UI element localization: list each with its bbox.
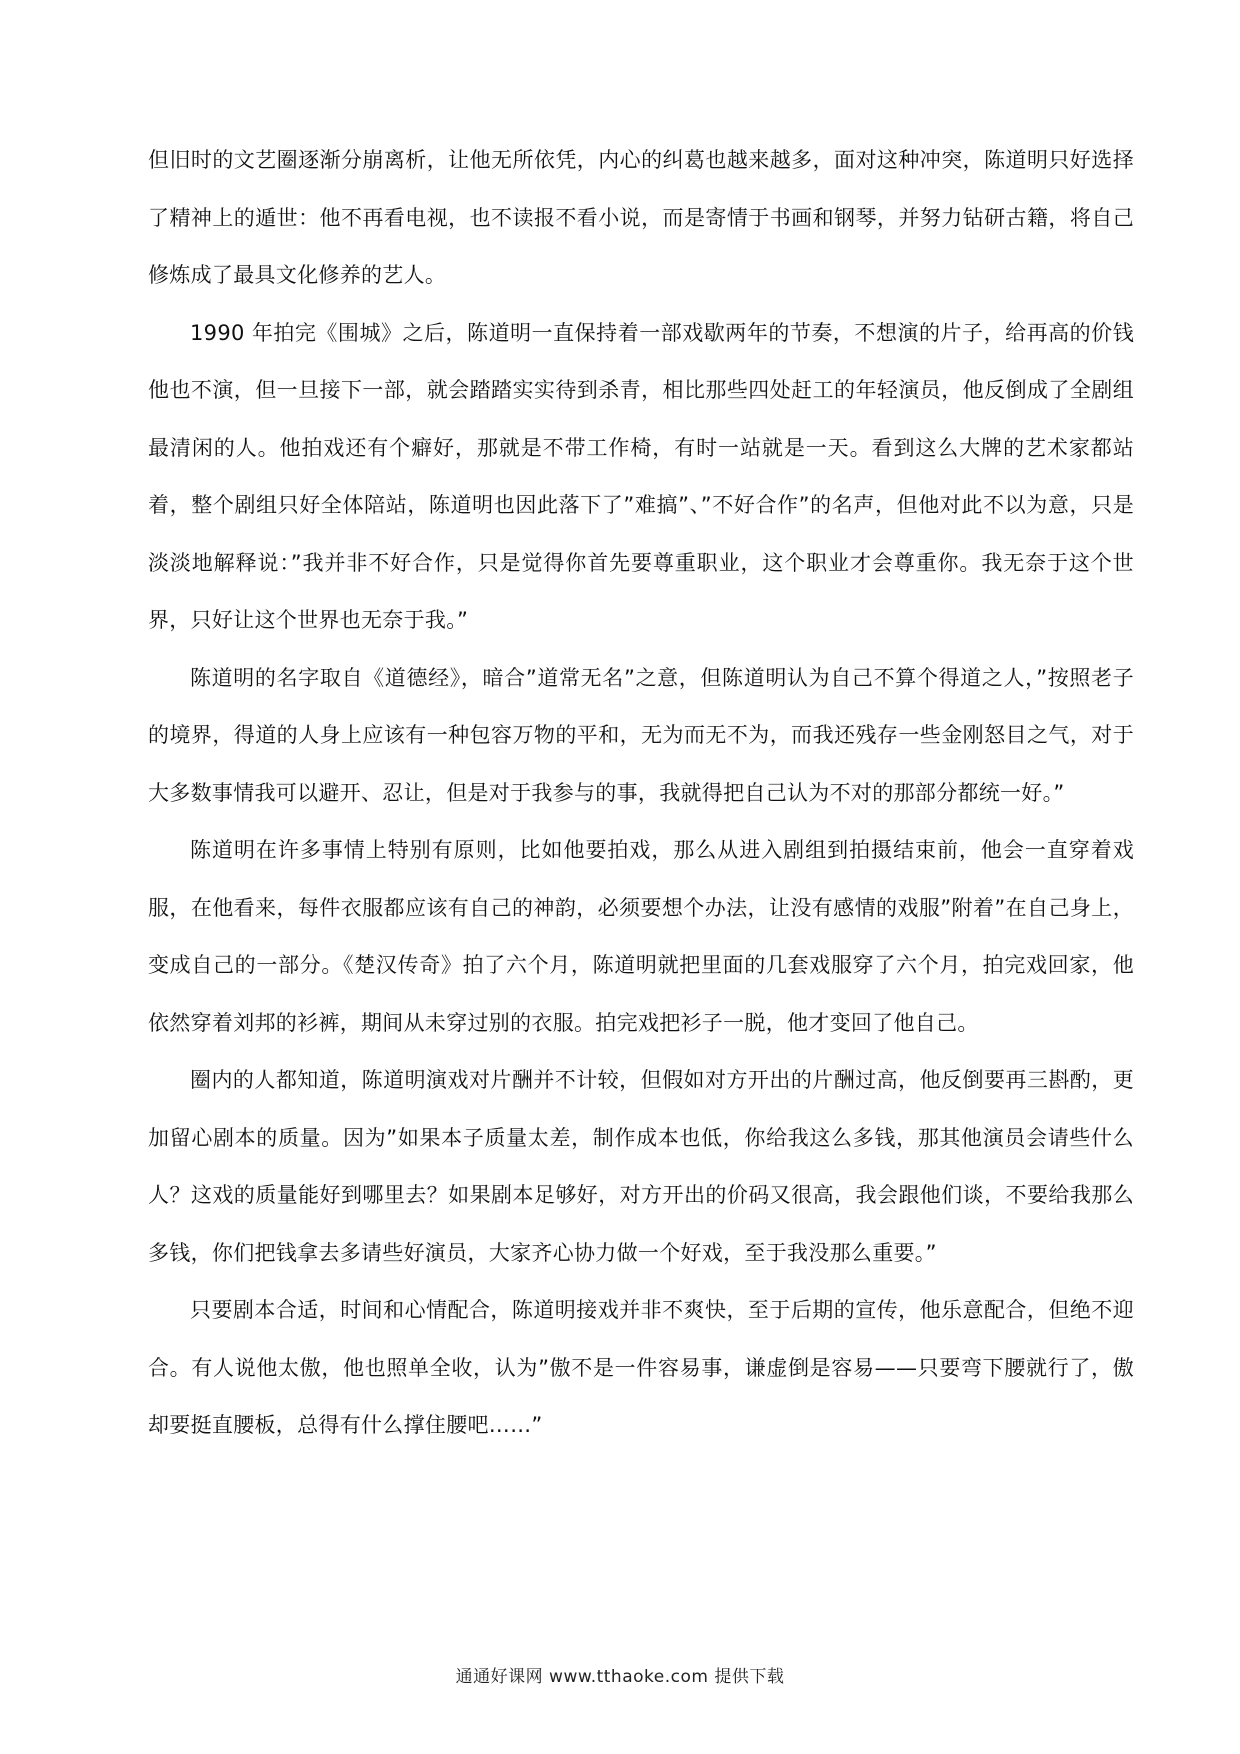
page-footer: 通通好课网 www.tthaoke.com 提供下载 [455,1667,785,1687]
paragraph-principles: 陈道明在许多事情上特别有原则，比如他要拍戏，那么从进入剧组到拍摄结束前，他会一直穿着戏服，在他看来，每件衣服都应该有自己的神韵，必须要想个办法，让没有感情的戏服”附着”在自己身上，变成自己的一部分。《楚汉传奇》拍了六个月，陈道明就把里面的几套戏服穿了六个月，拍完戏回家，他依然穿着刘邦的衫裤，期间从未穿过别的衣服。拍完戏把衫子一脱，他才变回了他自己。 [148,838,1134,1035]
paragraph-1990: 1990 年拍完《围城》之后，陈道明一直保持着一部戏歇两年的节奏，不想演的片子，给再高的价钱他也不演，但一旦接下一部，就会踏踏实实待到杀青，相比那些四处赶工的年轻演员，他反倒成了全剧组最清闲的人。他拍戏还有个癖好，那就是不带工作椅，有时一站就是一天。看到这么大牌的艺术家都站着，整个剧组只好全体陪站，陈道明也因此落下了”难搞”、”不好合作”的名声，但他对此不以为意，只是淡淡地解释说：”我并非不好合作，只是觉得你首先要尊重职业，这个职业才会尊重你。我无奈于这个世界，只好让这个世界也无奈于我。” [148,320,1134,632]
paragraph-continuation: 但旧时的文艺圈逐渐分崩离析，让他无所依凭，内心的纠葛也越来越多，面对这种冲突，陈道明只好选择了精神上的遁世：他不再看电视，也不读报不看小说，而是寄情于书画和钢琴，并努力钻研古籍，将自己修炼成了最具文化修养的艺人。 [148,148,1134,287]
paragraph-pride: 只要剧本合适，时间和心情配合，陈道明接戏并非不爽快，至于后期的宣传，他乐意配合，但绝不迎合。有人说他太傲，他也照单全收，认为”傲不是一件容易事，谦虚倒是容易——只要弯下腰就行了，傲却要挺直腰板，总得有什么撑住腰吧……” [148,1298,1134,1437]
paragraph-name-origin: 陈道明的名字取自《道德经》，暗合”道常无名”之意，但陈道明认为自己不算个得道之人，”按照老子的境界，得道的人身上应该有一种包容万物的平和，无为而无不为，而我还残存一些金刚怒目之气，对于大多数事情我可以避开、忍让，但是对于我参与的事，我就得把自己认为不对的那部分都统一好。” [148,665,1134,805]
paragraph-pay: 圈内的人都知道，陈道明演戏对片酬并不计较，但假如对方开出的片酬过高，他反倒要再三斟酌，更加留心剧本的质量。因为”如果本子质量太差，制作成本也低，你给我这么多钱，那其他演员会请些什么人？这戏的质量能好到哪里去？如果剧本足够好，对方开出的价码又很高，我会跟他们谈，不要给我那么多钱，你们把钱拿去多请些好演员，大家齐心协力做一个好戏，至于我没那么重要。” [148,1068,1134,1265]
article-body [148,132,1134,1455]
